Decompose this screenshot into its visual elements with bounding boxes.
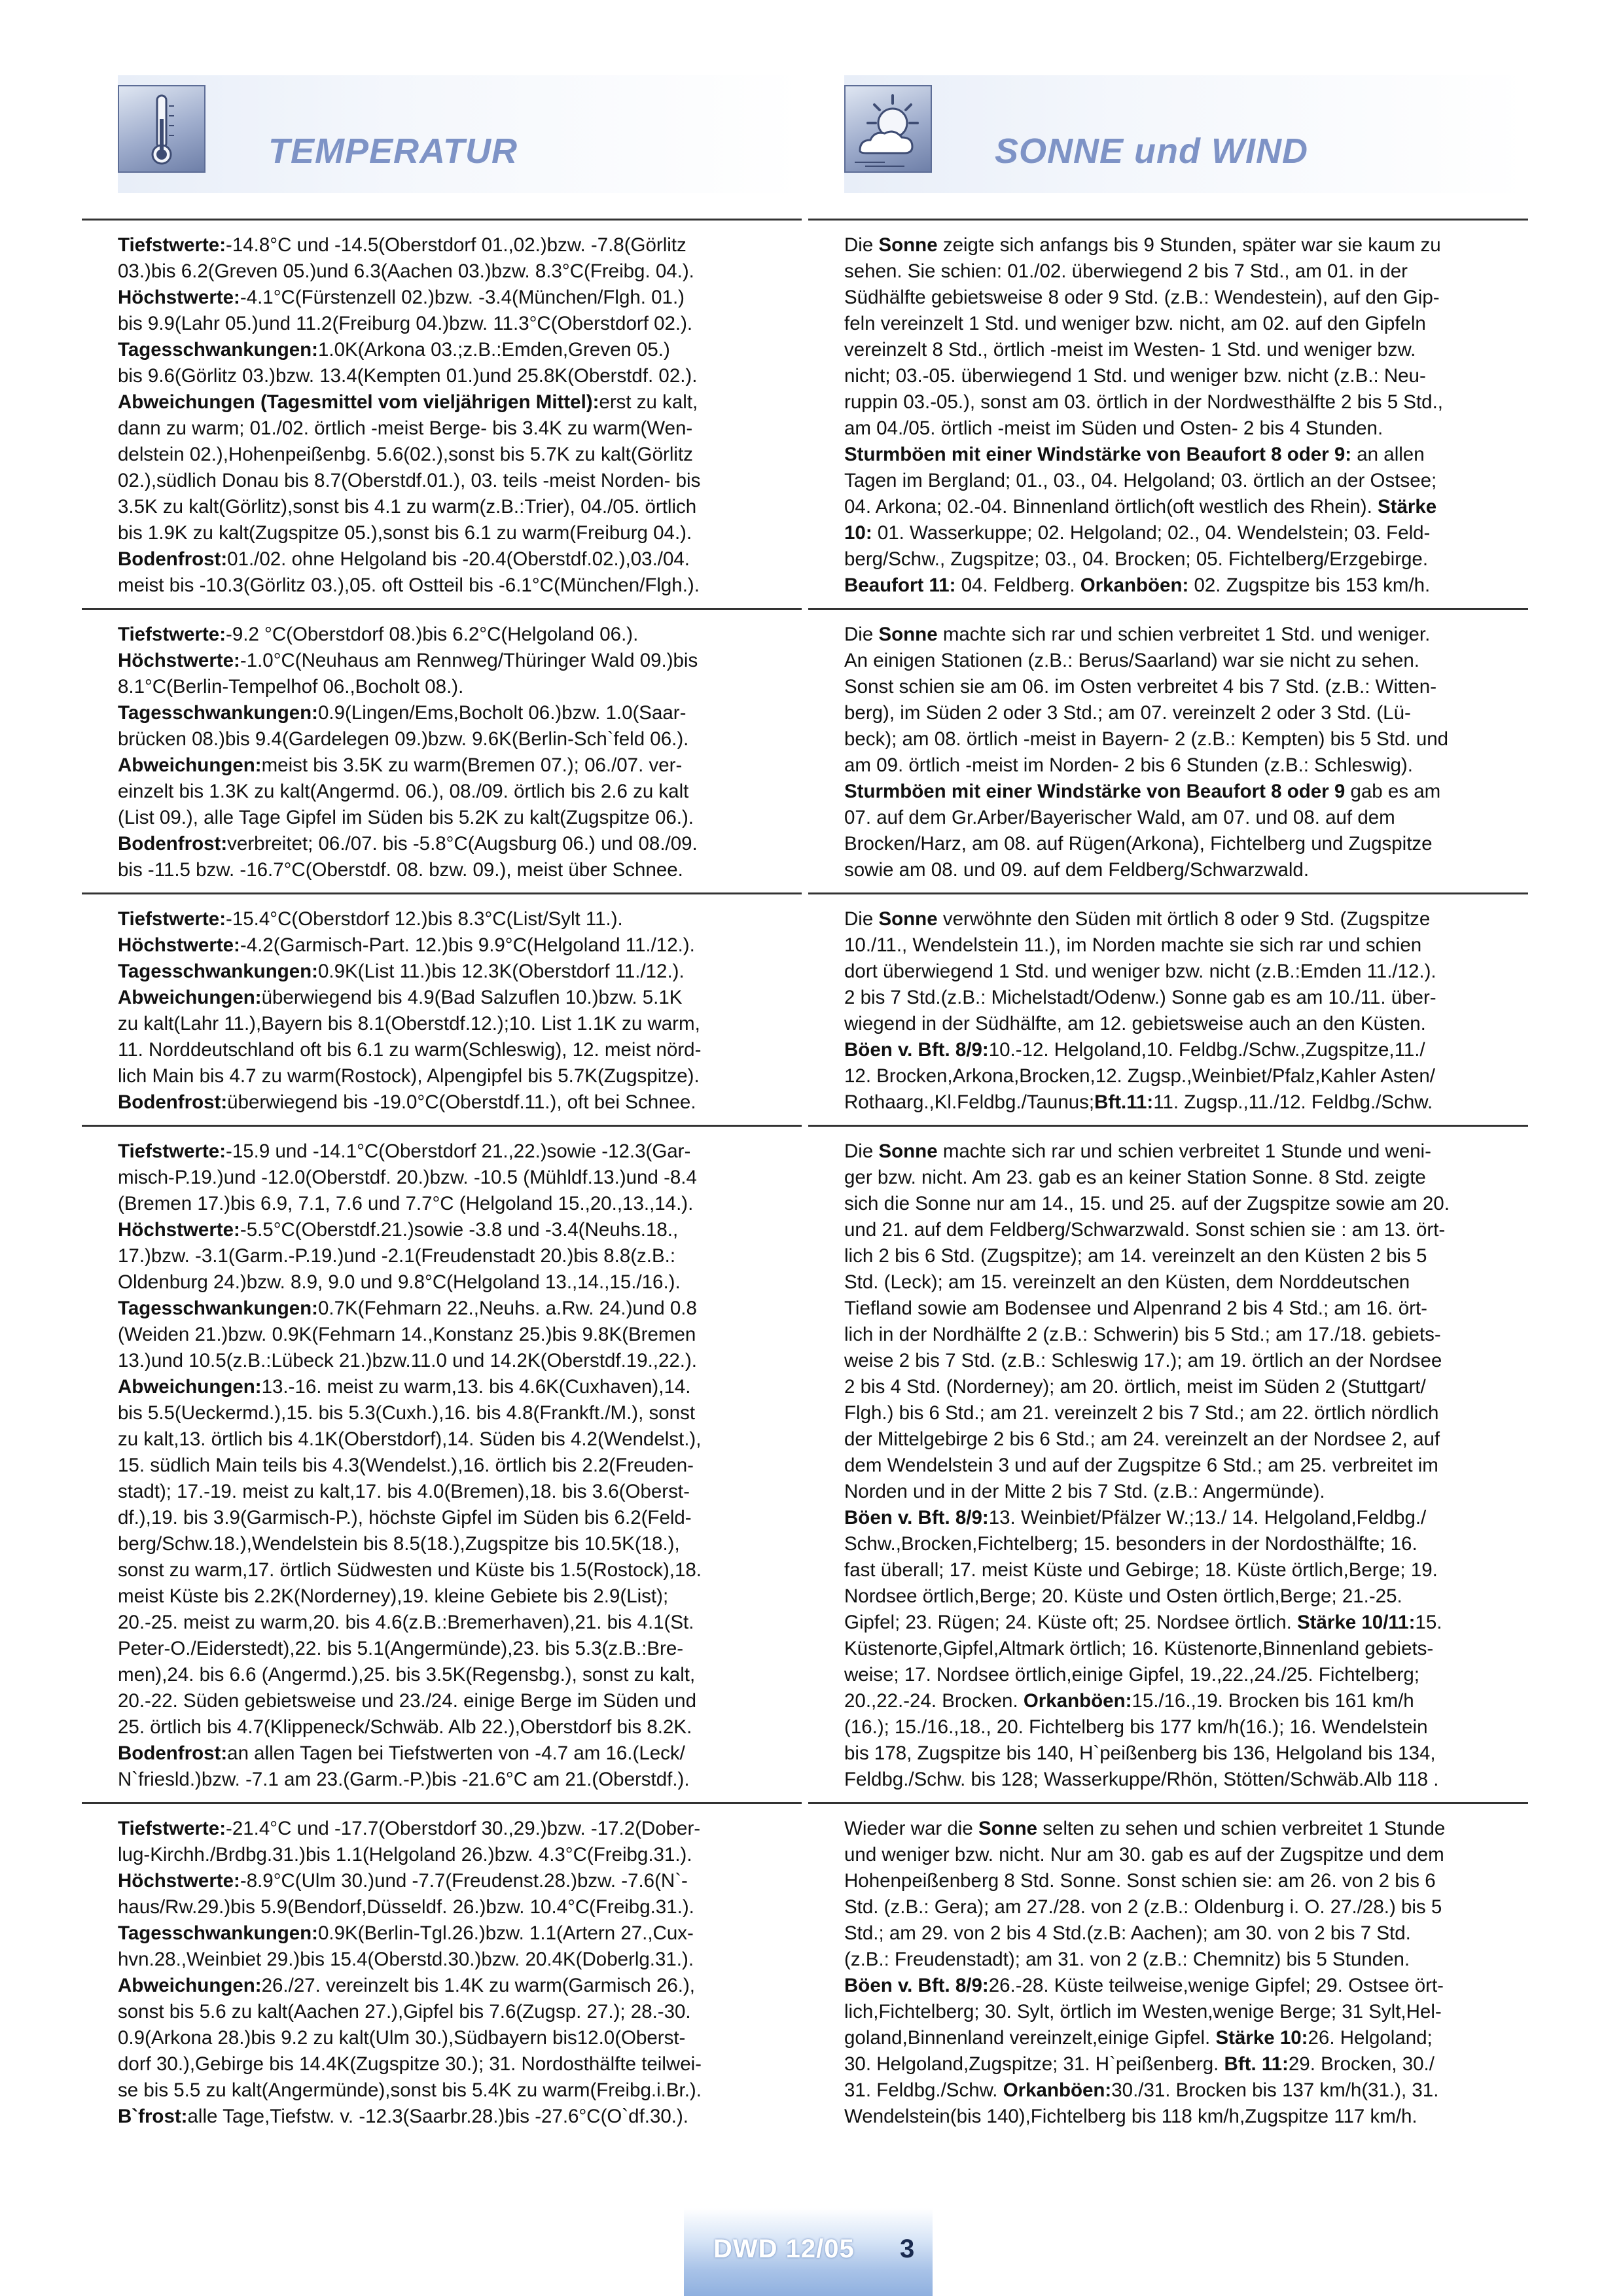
temperature-title: TEMPERATUR: [268, 132, 518, 171]
body-text: 11. Zugsp.,11./12. Feldbg./Schw.: [1153, 1091, 1433, 1113]
bold-label: Höchstwerte:: [118, 1219, 240, 1241]
body-text: -1.0°C(Neuhaus am Rennweg/Thüringer Wald 09.)bis 8.1°C(Berlin-Tempelhof 06.,Bocholt 08.).: [118, 650, 698, 698]
bold-label: Abweichungen:: [118, 1975, 262, 1996]
sun-wind-block-5: [808, 1802, 1528, 2139]
body-text: erst zu kalt, dann zu warm; 01./02. örtlich -meist Berge- bis 3.4K zu warm(Wen- delstein 02.),Hohenpeißenbg. 5.6(02.),sonst bis 5.7K zu kalt(Görlitz 02.),südlich Donau bis 8.7(Oberstdf.01.), 03. teils -meist Norden- bis 3.5K zu kalt(Görlitz),sonst bis 4.1 zu warm(z.B.:Trier), 04./05. örtlich bis 1.9K zu kalt(Zugspitze 05.),sonst bis 6.1 zu warm(Freiburg 04.).: [118, 391, 701, 544]
sun-cloud-icon: [844, 85, 932, 173]
temperature-paragraph: [118, 232, 802, 599]
bold-label: Sonne: [878, 908, 938, 930]
body-text: 29. Brocken, 30./ 31. Feldbg./Schw.: [844, 2053, 1435, 2101]
sun-wind-paragraph: [844, 622, 1528, 883]
body-text: überwiegend bis -19.0°C(Oberstdf.11.), oft bei Schnee.: [227, 1091, 696, 1113]
sun-wind-header: [808, 0, 1528, 203]
body-text: -5.5°C(Oberstdf.21.)sowie -3.8 und -3.4(Neuhs.18., 17.)bzw. -3.1(Garm.-P.19.)und -2.1(Freudenstadt 20.)bis 8.8(z.B.: Oldenburg 24.)bzw. 8.9, 9.0 und 9.8°C(Helgoland 13.,14.,15./16.).: [118, 1219, 681, 1293]
bold-label: Bodenfrost:: [118, 833, 228, 855]
bold-label: Bft.11:: [1094, 1091, 1154, 1113]
bold-label: Tiefstwerte:: [118, 908, 226, 930]
bold-label: Sonne: [878, 1140, 938, 1162]
temperature-block-4: [82, 1125, 802, 1802]
bold-label: Tiefstwerte:: [118, 624, 226, 645]
body-text: 30./31. Brocken bis 137 km/h(31.), 31. Wendelstein(bis 140),Fichtelberg bis 118 km/h,Zugspitze 117 km/h.: [844, 2079, 1439, 2127]
bold-label: Abweichungen:: [118, 1376, 262, 1398]
sun-wind-paragraph: [844, 1139, 1528, 1793]
body-text: -14.8°C und -14.5(Oberstdorf 01.,02.)bzw. -7.8(Görlitz 03.)bis 6.2(Greven 05.)und 6.3(Aachen 03.)bzw. 8.3°C(Freibg. 04.).: [118, 234, 694, 282]
sun-wind-paragraph: [844, 1816, 1528, 2130]
bold-label: Böen v. Bft. 8/9:: [844, 1975, 989, 1996]
bold-label: Orkanböen:: [1080, 574, 1189, 596]
bold-label: Sonne: [878, 234, 938, 256]
temperature-block-2: [82, 608, 802, 892]
body-text: -4.2(Garmisch-Part. 12.)bis 9.9°C(Helgoland 11./12.).: [240, 934, 695, 956]
bold-label: Orkanböen:: [1003, 2079, 1112, 2101]
sun-wind-paragraph: [844, 906, 1528, 1116]
body-text: überwiegend bis 4.9(Bad Salzuflen 10.)bzw. 5.1K zu kalt(Lahr 11.),Bayern bis 8.1(Oberstdf.12.);10. List 1.1K zu warm, 11. Norddeutschland oft bis 6.1 zu warm(Schleswig), 12. meist nörd- lich Main bis 4.7 zu warm(Rostock), Alpengipfel bis 5.7K(Zugspitze).: [118, 987, 702, 1087]
temperature-block-1: [82, 219, 802, 608]
bold-label: Tagesschwankungen:: [118, 339, 318, 361]
bold-label: Abweichungen (Tagesmittel vom vieljährigen Mittel):: [118, 391, 599, 413]
bold-label: Stärke 10:: [844, 496, 1437, 544]
bold-label: Sturmböen mit einer Windstärke von Beaufort 8 oder 9: [844, 781, 1346, 802]
temperature-paragraph: [118, 1139, 802, 1793]
bold-label: Sturmböen mit einer Windstärke von Beaufort 8 oder 9:: [844, 444, 1352, 465]
body-text: verbreitet; 06./07. bis -5.8°C(Augsburg 06.) und 08./09. bis -11.5 bzw. -16.7°C(Oberstdf. 08. bzw. 09.), meist über Schnee.: [118, 833, 698, 881]
body-text: zeigte sich anfangs bis 9 Stunden, später war sie kaum zu sehen. Sie schien: 01./02. überwiegend 2 bis 7 Std., am 01. in der Südhälfte gebietsweise 8 oder 9 Std. (z.B.: Wendestein), auf den Gip- feln vereinzelt 1 Std. und weniger bzw. nicht, am 02. auf den Gipfeln vereinzelt 8 Std., örtlich -meist im Westen- 1 Std. und weniger bzw. nicht; 03.-05. überwiegend 1 Std. und weniger bzw. nicht (z.B.: Neu- ruppin 03.-05.), sonst am 03. örtlich in der Nordwesthälfte 2 bis 5 Std., am 04./05. örtlich -meist im Süden und Osten- 2 bis 4 Stunden.: [844, 234, 1443, 439]
sun-wind-text-blocks: [808, 219, 1528, 2139]
temperature-paragraph: [118, 1816, 802, 2130]
temperature-block-3: [82, 892, 802, 1125]
body-text: machte sich rar und schien verbreitet 1 Stunde und weni- ger bzw. nicht. Am 23. gab es an keiner Station Sonne. 8 Std. zeigte sich die Sonne nur am 14., 15. und 25. auf der Zugspitze sowie am 20. und 21. auf dem Feldberg/Schwarzwald. Sonst schien sie : am 13. ört- lich 2 bis 6 Std. (Zugspitze); am 14. vereinzelt an den Küsten 2 bis 5 Std. (Leck); am 15. vereinzelt an den Küsten, dem Norddeutschen Tiefland sowie am Bodensee und Alpenrand 2 bis 4 Std.; am 16. ört- lich in der Nordhälfte 2 (z.B.: Schwerin) bis 5 Std.; am 17./18. gebiets- weise 2 bis 7 Std. (z.B.: Schleswig 17.); am 19. örtlich an der Nordsee 2 bis 4 Std. (Norderney); am 20. örtlich, meist im Süden 2 (Stuttgart/ Flgh.) bis 6 Std.; am 21. vereinzelt 2 bis 7 Std.; am 22. örtlich nördlich der Mittelgebirge 2 bis 6 Std.; am 24. vereinzelt an der Nordsee 2, auf dem Wendelstein 3 und auf der Zugspitze 6 Std.; am 25. verbreitet im Norden und in der Mitte 2 bis 7 Std. (z.B.: Angermünde).: [844, 1140, 1450, 1502]
temperature-paragraph: [118, 622, 802, 883]
bold-label: Tagesschwankungen:: [118, 1922, 318, 1944]
bold-label: Bft. 11:: [1224, 2053, 1289, 2075]
bold-label: Tiefstwerte:: [118, 1818, 226, 1839]
body-text: 15./16.,19. Brocken bis 161 km/h (16.); 15./16.,18., 20. Fichtelberg bis 177 km/h(16.); 16. Wendelstein bis 178, Zugspitze bis 140, H`peißenberg bis 136, Helgoland bis 134, Feldbg./Schw. bis 128; Wasserkuppe/Rhön, Stötten/Schwäb.Alb 118 .: [844, 1690, 1439, 1790]
bold-label: Tagesschwankungen:: [118, 961, 318, 982]
bold-label: Bodenfrost:: [118, 1742, 228, 1764]
body-text: alle Tage,Tiefstw. v. -12.3(Saarbr.28.)bis -27.6°C(O`df.30.).: [187, 2106, 688, 2127]
bold-label: Stärke 10:: [1215, 2027, 1308, 2049]
sun-wind-column: [808, 0, 1528, 2139]
body-text: Die: [844, 624, 879, 645]
body-text: 01. Wasserkuppe; 02. Helgoland; 02., 04. Wendelstein; 03. Feld- berg/Schw., Zugspitze; 03., 04. Brocken; 05. Fichtelberg/Erzgebirge.: [844, 522, 1431, 570]
footer-band: [684, 2208, 933, 2296]
bold-label: Höchstwerte:: [118, 287, 240, 308]
temperature-block-5: [82, 1802, 802, 2139]
bold-label: Stärke 10/11:: [1297, 1612, 1416, 1633]
bold-label: Abweichungen:: [118, 754, 262, 776]
body-text: 13.-16. meist zu warm,13. bis 4.6K(Cuxhaven),14. bis 5.5(Ueckermd.),15. bis 5.3(Cuxh.),16. bis 4.8(Frankft./M.), sonst zu kalt,13. örtlich bis 4.1K(Oberstdorf),14. Süden bis 4.2(Wendelst.), 15. südlich Main teils bis 4.3(Wendelst.),16. örtlich bis 2.2(Freuden- stadt); 17.-19. meist zu kalt,17. bis 4.0(Bremen),18. bis 3.6(Oberst- df.),19. bis 3.9(Garmisch-P.), höchste Gipfel im Süden bis 6.2(Feld- berg/Schw.18.),Wendelstein bis 8.5(18.),Zugspitze bis 10.5K(18.), sonst zu warm,17. örtlich Südwesten und Küste bis 1.5(Rostock),18. meist Küste bis 2.2K(Norderney),19. kleine Gebiete bis 2.9(List); 20.-25. meist zu warm,20. bis 4.6(z.B.:Bremerhaven),21. bis 4.1(St. Peter-O./Eiderstedt),22. bis 5.1(Angermünde),23. bis 5.3(z.B.:Bre- men),24. bis 6.6 (Angermd.),25. bis 3.5K(Regensbg.), sonst zu kalt, 20.-22. Süden gebietsweise und 23./24. einige Berge im Süden und 25. örtlich bis 4.7(Klippeneck/Schwäb. Alb 22.),Oberstdorf bis 8.2K.: [118, 1376, 702, 1738]
body-text: -4.1°C(Fürstenzell 02.)bzw. -3.4(München/Flgh. 01.) bis 9.9(Lahr 05.)und 11.2(Freiburg 04.)bzw. 11.3°C(Oberstdorf 02.).: [118, 287, 693, 334]
body-text: 10.-12. Helgoland,10. Feldbg./Schw.,Zugspitze,11./ 12. Brocken,Arkona,Brocken,12. Zugsp.,Weinbiet/Pfalz,Kahler Asten/ Rothaarg.,Kl.Feldbg./Taunus;: [844, 1039, 1435, 1113]
bold-label: Tiefstwerte:: [118, 234, 226, 256]
body-text: Die: [844, 908, 879, 930]
sun-wind-block-1: [808, 219, 1528, 608]
bold-label: Höchstwerte:: [118, 650, 240, 671]
bold-label: Höchstwerte:: [118, 934, 240, 956]
bold-label: Tagesschwankungen:: [118, 1298, 318, 1319]
bold-label: Böen v. Bft. 8/9:: [844, 1039, 989, 1061]
body-text: -8.9°C(Ulm 30.)und -7.7(Freudenst.28.)bzw. -7.6(N`- haus/Rw.29.)bis 5.9(Bendorf,Düsseldf. 26.)bzw. 10.4°C(Freibg.31.).: [118, 1870, 694, 1918]
sun-wind-paragraph: [844, 232, 1528, 599]
page-number: 3: [900, 2234, 915, 2263]
body-text: -21.4°C und -17.7(Oberstdorf 30.,29.)bzw. -17.2(Dober- lug-Kirchh./Brdbg.31.)bis 1.1(Helgoland 26.)bzw. 4.3°C(Freibg.31.).: [118, 1818, 701, 1865]
bold-label: Bodenfrost:: [118, 548, 228, 570]
bold-label: Sonne: [978, 1818, 1038, 1839]
body-text: gab es am 07. auf dem Gr.Arber/Bayerischer Wald, am 07. und 08. auf dem Brocken/Harz, am 08. auf Rügen(Arkona), Fichtelberg und Zugspitze sowie am 08. und 09. auf dem Feldberg/Schwarzwald.: [844, 781, 1441, 881]
temperature-column: [82, 0, 802, 2139]
bold-label: Beaufort 11:: [844, 574, 956, 596]
sun-wind-block-4: [808, 1125, 1528, 1802]
body-text: 1.0K(Arkona 03.;z.B.:Emden,Greven 05.) bis 9.6(Görlitz 03.)bzw. 13.4(Kempten 01.)und 25.8K(Oberstdf. 02.).: [118, 339, 698, 387]
issue-label: DWD 12/05: [713, 2234, 855, 2263]
body-text: 0.9K(Berlin-Tgl.26.)bzw. 1.1(Artern 27.,Cux- hvn.28.,Weinbiet 29.)bis 15.4(Oberstd.30.)bzw. 20.4K(Doberlg.31.).: [118, 1922, 694, 1970]
body-text: 26. Helgoland; 30. Helgoland,Zugspitze; 31. H`peißenberg.: [844, 2027, 1433, 2075]
body-text: machte sich rar und schien verbreitet 1 Std. und weniger. An einigen Stationen (z.B.: Berus/Saarland) war sie nicht zu sehen. Sonst schien sie am 06. im Osten verbreitet 4 bis 7 Std. (z.B.: Witten- berg), im Süden 2 oder 3 Std.; am 07. vereinzelt 2 oder 3 Std. (Lü- beck); am 08. örtlich -meist in Bayern- 2 (z.B.: Kempten) bis 5 Std. und am 09. örtlich -meist im Norden- 2 bis 6 Stunden (z.B.: Schleswig).: [844, 624, 1449, 776]
body-text: selten zu sehen und schien verbreitet 1 Stunde und weniger bzw. nicht. Nur am 30. gab es auf der Zugspitze und dem Hohenpeißenberg 8 Std. Sonne. Sonst schien sie: am 26. von 2 bis 6 Std. (z.B.: Gera); am 27./28. von 2 (z.B.: Oldenburg i. O. 27./28.) bis 5 Std.; am 29. von 2 bis 4 Std.(z.B: Aachen); am 30. von 2 bis 7 Std. (z.B.: Freudenstadt); am 31. von 2 (z.B.: Chemnitz) bis 5 Stunden.: [844, 1818, 1446, 1970]
body-text: 0.9(Lingen/Ems,Bocholt 06.)bzw. 1.0(Saar- brücken 08.)bis 9.4(Gardelegen 09.)bzw. 9.6K(Berlin-Sch`feld 06.).: [118, 702, 689, 750]
body-text: Wieder war die: [844, 1818, 978, 1839]
sun-wind-block-2: [808, 608, 1528, 892]
body-text: 0.9K(List 11.)bis 12.3K(Oberstdorf 11./12.).: [318, 961, 685, 982]
temperature-header: [82, 0, 802, 203]
body-text: -15.9 und -14.1°C(Oberstdorf 21.,22.)sowie -12.3(Gar- misch-P.19.)und -12.0(Oberstdf. 20.)bzw. -10.5 (Mühldf.13.)und -8.4 (Bremen 17.)bis 6.9, 7.1, 7.6 und 7.7°C (Helgoland 15.,20.,13.,14.).: [118, 1140, 697, 1214]
body-text: an allen Tagen bei Tiefstwerten von -4.7 am 16.(Leck/ N`friesld.)bzw. -7.1 am 23.(Garm.-P.)bis -21.6°C am 21.(Oberstdf.).: [118, 1742, 690, 1790]
bold-label: Bodenfrost:: [118, 1091, 228, 1113]
bold-label: Böen v. Bft. 8/9:: [844, 1507, 989, 1528]
body-text: meist bis 3.5K zu warm(Bremen 07.); 06./07. ver- einzelt bis 1.3K zu kalt(Angermd. 06.), 08./09. örtlich bis 2.6 zu kalt (List 09.), alle Tage Gipfel im Süden bis 5.2K zu kalt(Zugspitze 06.).: [118, 754, 694, 828]
bold-label: Abweichungen:: [118, 987, 262, 1008]
bold-label: Orkanböen:: [1023, 1690, 1132, 1712]
body-text: an allen Tagen im Bergland; 01., 03., 04. Helgoland; 03. örtlich an der Ostsee; 04. Arkona; 02.-04. Binnenland örtlich(oft westlich des Rhein).: [844, 444, 1437, 518]
bold-label: Höchstwerte:: [118, 1870, 240, 1892]
body-text: 26.-28. Küste teilweise,wenige Gipfel; 29. Ostsee ört- lich,Fichtelberg; 30. Sylt, örtlich im Westen,wenige Berge; 31 Sylt,Hel- goland,Binnenland vereinzelt,einige Gipfel.: [844, 1975, 1444, 2049]
body-text: Die: [844, 234, 879, 256]
body-text: 13. Weinbiet/Pfälzer W.;13./ 14. Helgoland,Feldbg./ Schw.,Brocken,Fichtelberg; 15. besonders in der Nordosthälfte; 16. fast überall; 17. meist Küste und Gebirge; 18. Küste örtlich,Berge; 19. Nordsee örtlich,Berge; 20. Küste und Osten örtlich,Berge; 21.-25. Gipfel; 23. Rügen; 24. Küste oft; 25. Nordsee örtlich.: [844, 1507, 1438, 1633]
body-text: Die: [844, 1140, 879, 1162]
bold-label: Tagesschwankungen:: [118, 702, 318, 724]
body-text: 01./02. ohne Helgoland bis -20.4(Oberstdf.02.),03./04. meist bis -10.3(Görlitz 03.),05. oft Ostteil bis -6.1°C(München/Flgh.).: [118, 548, 700, 596]
sun-wind-block-3: [808, 892, 1528, 1125]
bold-label: B`frost:: [118, 2106, 188, 2127]
body-text: 15. Küstenorte,Gipfel,Altmark örtlich; 16. Küstenorte,Binnenland gebiets- weise; 17. Nordsee örtlich,einige Gipfel, 19.,22.,24./25. Fichtelberg; 20.,22.-24. Brocken.: [844, 1612, 1442, 1712]
body-text: 02. Zugspitze bis 153 km/h.: [1188, 574, 1431, 596]
body-text: 0.7K(Fehmarn 22.,Neuhs. a.Rw. 24.)und 0.8 (Weiden 21.)bzw. 0.9K(Fehmarn 14.,Konstanz 25.)bis 9.8K(Bremen 13.)und 10.5(z.B.:Lübeck 21.)bzw.11.0 und 14.2K(Oberstdf.19.,22.).: [118, 1298, 697, 1371]
temperature-paragraph: [118, 906, 802, 1116]
bold-label: Tiefstwerte:: [118, 1140, 226, 1162]
body-text: verwöhnte den Süden mit örtlich 8 oder 9 Std. (Zugspitze 10./11., Wendelstein 11.), im Norden machte sie sich rar und schien dort überwiegend 1 Std. und weniger bzw. nicht (z.B.:Emden 11./12.). 2 bis 7 Std.(z.B.: Michelstadt/Odenw.) Sonne gab es am 10./11. über- wiegend in der Südhälfte, am 12. gebietsweise auch an den Küsten.: [844, 908, 1436, 1034]
body-text: 26./27. vereinzelt bis 1.4K zu warm(Garmisch 26.), sonst bis 5.6 zu kalt(Aachen 27.),Gipfel bis 7.6(Zugsp. 27.); 28.-30. 0.9(Arkona 28.)bis 9.2 zu kalt(Ulm 30.),Südbayern bis12.0(Oberst- dorf 30.),Gebirge bis 14.4K(Zugspitze 30.); 31. Nordosthälfte teilwei- se bis 5.5 zu kalt(Angermünde),sonst bis 5.4K zu warm(Freibg.i.Br.).: [118, 1975, 702, 2101]
temperature-text-blocks: [82, 219, 802, 2139]
body-text: 04. Feldberg.: [955, 574, 1080, 596]
body-text: -15.4°C(Oberstdorf 12.)bis 8.3°C(List/Sylt 11.).: [226, 908, 623, 930]
thermometer-icon: [118, 85, 205, 173]
body-text: -9.2 °C(Oberstdorf 08.)bis 6.2°C(Helgoland 06.).: [226, 624, 639, 645]
bold-label: Sonne: [878, 624, 938, 645]
sun-wind-title: SONNE und WIND: [995, 132, 1308, 171]
